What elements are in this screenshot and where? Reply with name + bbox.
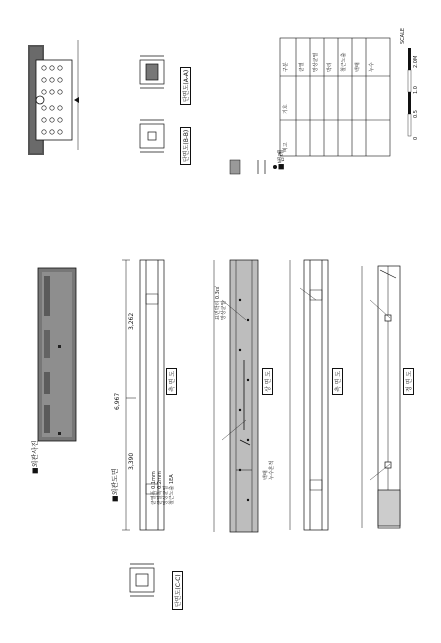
top-key-plan xyxy=(28,40,79,155)
defect-note-2: 균열폭 0.2mm xyxy=(157,471,163,505)
view-label-side-top: 측 면 도 xyxy=(166,368,177,395)
center-note-4: 누수흔적 xyxy=(269,460,275,480)
photo-heading: ■외관사진 xyxy=(31,440,39,474)
beam-front xyxy=(362,266,400,528)
legend-row-2: 망상균열 xyxy=(313,52,319,72)
legend-row-6: 누수 xyxy=(369,62,375,72)
view-label-front: 정 면 도 xyxy=(403,368,414,395)
overall-length: 6,967 xyxy=(114,392,121,410)
legend-row-4: 철근노출 xyxy=(341,52,347,72)
segment-left: 3,390 xyxy=(128,452,135,470)
legend-table xyxy=(280,38,390,156)
legend-heading: ■범례 xyxy=(277,149,285,170)
center-note-3: 백태 xyxy=(263,470,269,480)
legend-symbols xyxy=(230,160,277,174)
view-label-side-bottom: 측 면 도 xyxy=(332,368,343,395)
legend-row-5: 백태 xyxy=(355,62,361,72)
legend-col-3: 비고 xyxy=(283,142,289,152)
scale-label: SCALE xyxy=(400,27,406,44)
legend-row-1: 균열 xyxy=(299,62,305,72)
section-b-drawing xyxy=(140,120,164,152)
scale-tick-2: 1.0 xyxy=(413,86,419,94)
section-c-drawing xyxy=(130,564,154,596)
scale-tick-1: 0.5 xyxy=(413,110,419,118)
beam-side-bottom xyxy=(290,260,328,530)
center-note-1: 표면박리 0.3㎡ xyxy=(215,286,221,320)
section-a-drawing xyxy=(140,56,164,88)
segment-right: 3,262 xyxy=(128,312,135,330)
exterior-photo xyxy=(38,268,76,441)
defect-note-4: 철근노출 1EA xyxy=(169,474,175,505)
drawing-heading: ■외관도면 xyxy=(111,468,119,502)
scale-bar xyxy=(408,48,411,136)
section-c-label: 단면도(C-C) xyxy=(172,571,183,610)
legend-col-2: 기호 xyxy=(283,104,289,114)
view-label-plan: 상 면 도 xyxy=(262,368,273,395)
defect-note-3: 망상균열 xyxy=(163,485,169,505)
center-note-2: 망상균열 xyxy=(221,300,227,320)
legend-col-1: 구분 xyxy=(283,62,289,72)
section-b-label: 단면도(B-B) xyxy=(180,127,191,165)
legend-row-3: 박리 xyxy=(327,62,333,72)
scale-tick-3: 2.0M xyxy=(413,55,419,68)
scale-tick-0: 0 xyxy=(413,136,419,140)
defect-note-1: 균열폭 0.1mm xyxy=(151,471,157,505)
section-a-label: 단면도(A-A) xyxy=(180,67,191,105)
